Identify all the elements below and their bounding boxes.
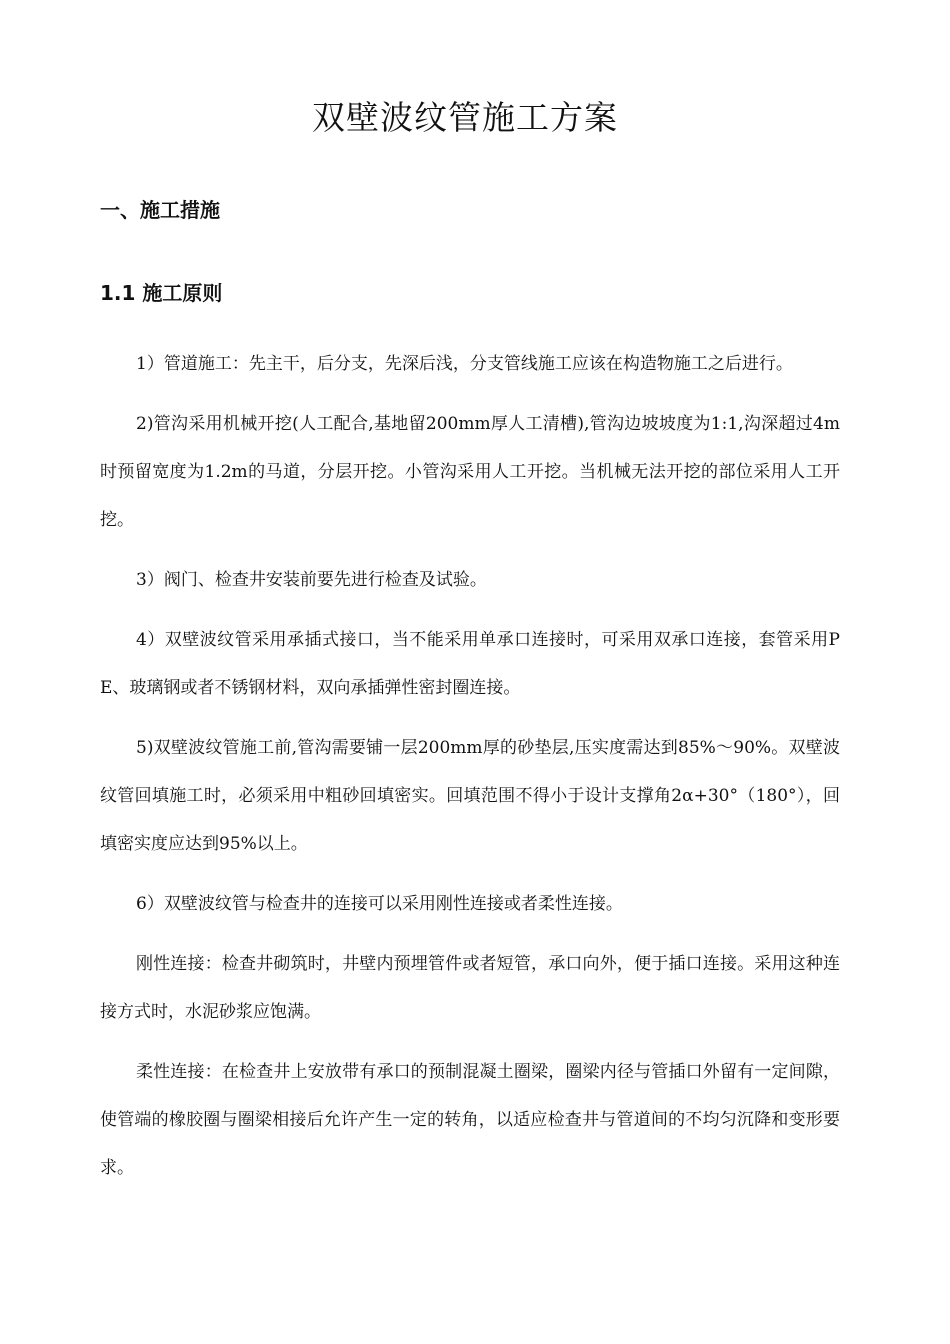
paragraph: 2)管沟采用机械开挖(人工配合,基地留200mm厚人工清槽),管沟边坡坡度为1:1,沟深超过4m时预留宽度为1.2m的马道，分层开挖。小管沟采用人工开挖。当机械无法开挖的部位采用人工开挖。 xyxy=(100,414,840,530)
section-heading: 一、施工措施 xyxy=(100,198,220,222)
document-body xyxy=(100,340,840,1204)
paragraph: 1）管道施工：先主干，后分支，先深后浅，分支管线施工应该在构造物施工之后进行。 xyxy=(136,354,793,374)
paragraph: 6）双壁波纹管与检查井的连接可以采用刚性连接或者柔性连接。 xyxy=(136,894,623,914)
paragraph: 4）双壁波纹管采用承插式接口，当不能采用单承口连接时，可采用双承口连接，套管采用PE、玻璃钢或者不锈钢材料，双向承插弹性密封圈连接。 xyxy=(100,630,840,698)
paragraph: 3）阀门、检查井安装前要先进行检查及试验。 xyxy=(136,570,487,590)
paragraph: 刚性连接：检查井砌筑时，井壁内预埋管件或者短管，承口向外，便于插口连接。采用这种连接方式时，水泥砂浆应饱满。 xyxy=(100,954,840,1022)
document-title: 双壁波纹管施工方案 xyxy=(312,98,618,137)
subsection-heading: 1.1 施工原则 xyxy=(100,281,223,305)
paragraph: 柔性连接：在检查井上安放带有承口的预制混凝土圈梁，圈梁内径与管插口外留有一定间隙，使管端的橡胶圈与圈梁相接后允许产生一定的转角，以适应检查井与管道间的不均匀沉降和变形要求。 xyxy=(100,1062,840,1178)
paragraph: 5)双壁波纹管施工前,管沟需要铺一层200mm厚的砂垫层,压实度需达到85%～90%。双壁波纹管回填施工时，必须采用中粗砂回填密实。回填范围不得小于设计支撑角2α+30°（180°），回填密实度应达到95%以上。 xyxy=(100,738,840,854)
